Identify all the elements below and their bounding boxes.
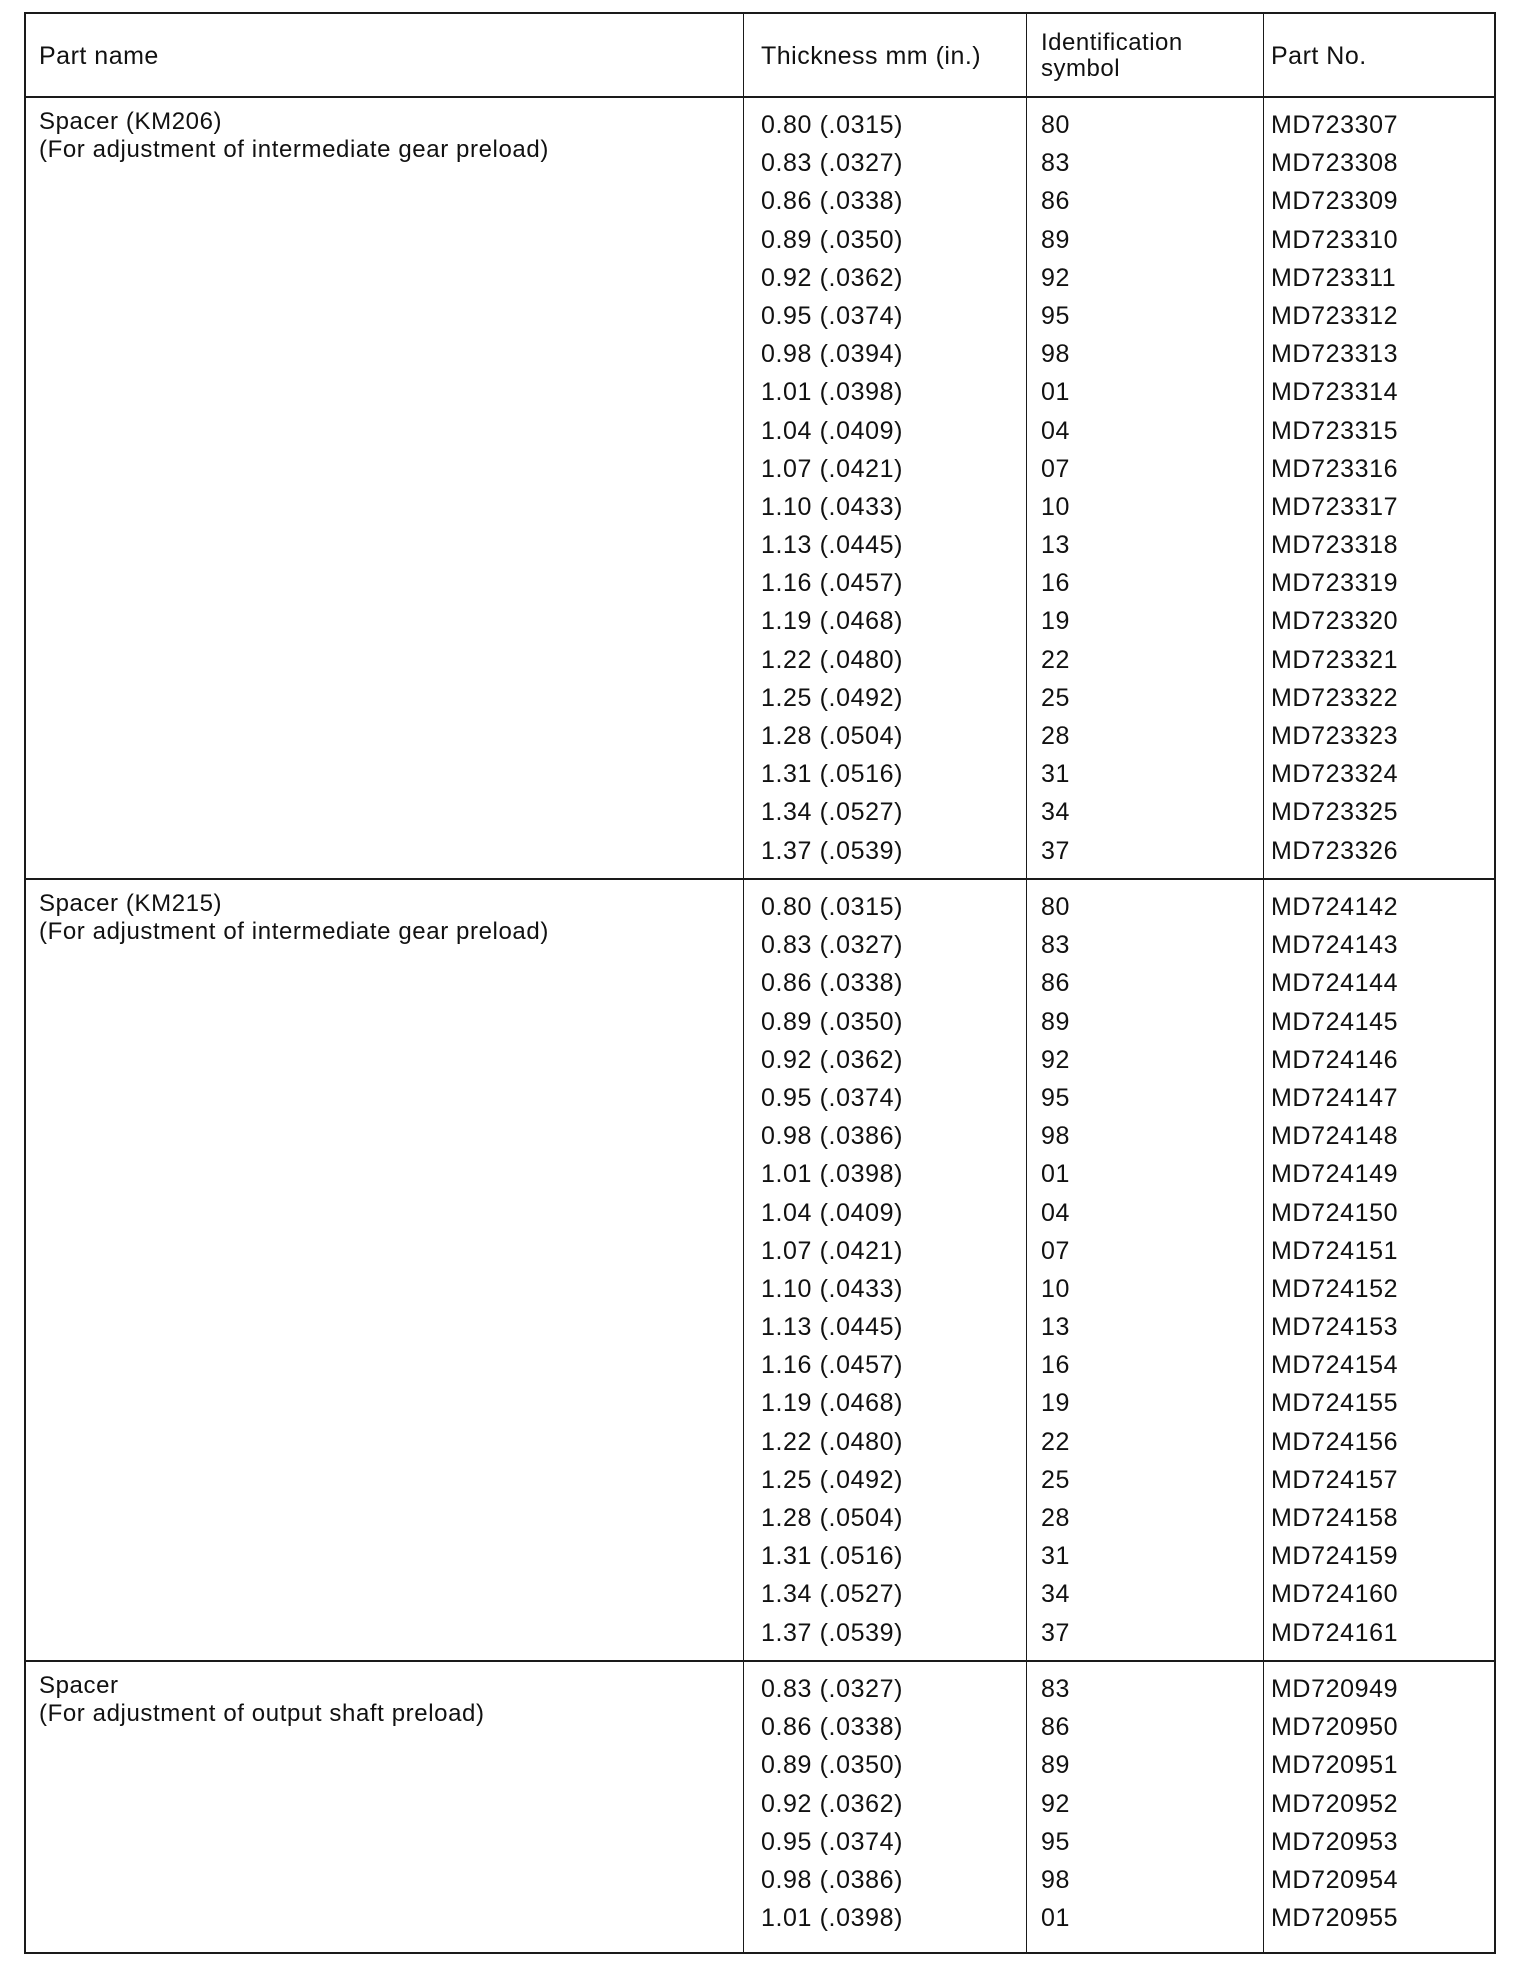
thickness-cell: 0.98 (.0386) xyxy=(761,1122,904,1151)
thickness-cell: 0.95 (.0374) xyxy=(761,1827,904,1856)
part-name-purpose: (For adjustment of intermediate gear preload) xyxy=(39,136,549,163)
part-number-cell: MD723311 xyxy=(1271,263,1397,292)
part-name-title: Spacer (KM215) xyxy=(39,890,223,917)
table-row xyxy=(26,106,1494,144)
part-number-cell: MD723320 xyxy=(1271,607,1399,636)
part-number-cell: MD723323 xyxy=(1271,722,1399,750)
part-number-cell: MD724142 xyxy=(1271,893,1399,921)
table-row xyxy=(26,832,1494,870)
part-number-cell: MD723312 xyxy=(1271,301,1399,330)
part-number-cell: MD724159 xyxy=(1271,1542,1399,1571)
table-row xyxy=(26,526,1494,564)
part-number-cell: MD723314 xyxy=(1271,378,1399,407)
table-row xyxy=(26,1614,1494,1652)
table-row xyxy=(26,564,1494,602)
part-number-cell: MD724156 xyxy=(1271,1427,1399,1456)
thickness-cell: 1.16 (.0457) xyxy=(761,569,904,598)
identification-symbol-cell: 98 xyxy=(1041,340,1071,369)
thickness-cell: 1.31 (.0516) xyxy=(761,760,904,789)
table-row xyxy=(26,755,1494,793)
group-rows xyxy=(26,106,1494,870)
group-spacer-km215 xyxy=(26,880,1494,1662)
identification-symbol-cell: 01 xyxy=(1041,1160,1071,1189)
part-number-cell: MD723316 xyxy=(1271,454,1399,483)
table-row xyxy=(26,1270,1494,1308)
identification-symbol-cell: 07 xyxy=(1041,454,1071,483)
part-number-cell: MD723309 xyxy=(1271,187,1399,216)
thickness-cell: 1.28 (.0504) xyxy=(761,722,904,750)
thickness-cell: 0.95 (.0374) xyxy=(761,301,904,330)
identification-symbol-cell: 34 xyxy=(1041,1580,1071,1609)
thickness-cell: 1.10 (.0433) xyxy=(761,1274,904,1303)
table-row xyxy=(26,926,1494,964)
table-row xyxy=(26,1194,1494,1232)
identification-symbol-cell: 89 xyxy=(1041,1751,1071,1780)
table-row xyxy=(26,1461,1494,1499)
thickness-cell: 1.37 (.0539) xyxy=(761,836,904,865)
thickness-cell: 1.25 (.0492) xyxy=(761,683,904,712)
table-row xyxy=(26,1861,1494,1899)
part-number-cell: MD724161 xyxy=(1271,1618,1399,1647)
table-row xyxy=(26,1308,1494,1346)
part-number-cell: MD720950 xyxy=(1271,1713,1399,1742)
part-number-cell: MD724149 xyxy=(1271,1160,1399,1189)
thickness-cell: 1.07 (.0421) xyxy=(761,1236,904,1265)
table-row xyxy=(26,641,1494,679)
thickness-cell: 1.34 (.0527) xyxy=(761,798,904,827)
identification-symbol-cell: 80 xyxy=(1041,893,1071,921)
part-name-purpose: (For adjustment of intermediate gear preload) xyxy=(39,918,549,945)
table-row xyxy=(26,450,1494,488)
thickness-cell: 0.89 (.0350) xyxy=(761,1007,904,1036)
spacer-table xyxy=(24,12,1496,1954)
thickness-cell: 0.80 (.0315) xyxy=(761,893,904,921)
table-row xyxy=(26,297,1494,335)
table-row xyxy=(26,1537,1494,1575)
part-name-title: Spacer (KM206) xyxy=(39,108,223,135)
table-row xyxy=(26,1823,1494,1861)
identification-symbol-cell: 83 xyxy=(1041,931,1071,960)
thickness-cell: 0.83 (.0327) xyxy=(761,1675,904,1703)
thickness-cell: 0.92 (.0362) xyxy=(761,263,904,292)
part-number-cell: MD723308 xyxy=(1271,149,1399,178)
part-number-cell: MD724158 xyxy=(1271,1504,1399,1532)
identification-symbol-cell: 86 xyxy=(1041,187,1071,216)
identification-symbol-cell: 10 xyxy=(1041,1274,1071,1303)
thickness-cell: 0.83 (.0327) xyxy=(761,149,904,178)
identification-symbol-cell: 04 xyxy=(1041,1198,1071,1227)
table-row xyxy=(26,1575,1494,1613)
table-header xyxy=(26,14,1494,98)
table-row xyxy=(26,335,1494,373)
identification-symbol-cell: 22 xyxy=(1041,1427,1071,1456)
identification-symbol-cell: 16 xyxy=(1041,1351,1071,1380)
table-row xyxy=(26,679,1494,717)
part-number-cell: MD723319 xyxy=(1271,569,1399,598)
table-row xyxy=(26,488,1494,526)
thickness-cell: 1.01 (.0398) xyxy=(761,1904,904,1933)
table-row xyxy=(26,1746,1494,1784)
identification-symbol-cell: 13 xyxy=(1041,531,1071,560)
part-number-cell: MD723307 xyxy=(1271,111,1399,139)
part-number-cell: MD724160 xyxy=(1271,1580,1399,1609)
identification-symbol-cell: 34 xyxy=(1041,798,1071,827)
part-number-cell: MD724146 xyxy=(1271,1045,1399,1074)
group-rows xyxy=(26,888,1494,1652)
table-row xyxy=(26,259,1494,297)
identification-symbol-cell: 98 xyxy=(1041,1865,1071,1894)
group-spacer-output-shaft xyxy=(26,1662,1494,1951)
header-thickness: Thickness mm (in.) xyxy=(761,41,982,70)
identification-symbol-cell: 25 xyxy=(1041,683,1071,712)
table-row xyxy=(26,1899,1494,1937)
table-row xyxy=(26,964,1494,1002)
thickness-cell: 1.07 (.0421) xyxy=(761,454,904,483)
group-spacer-km206 xyxy=(26,98,1494,880)
identification-symbol-cell: 80 xyxy=(1041,111,1071,139)
table-row xyxy=(26,1117,1494,1155)
thickness-cell: 0.92 (.0362) xyxy=(761,1045,904,1074)
table-row xyxy=(26,412,1494,450)
table-row xyxy=(26,717,1494,755)
part-number-cell: MD723310 xyxy=(1271,225,1399,254)
table-row xyxy=(26,888,1494,926)
thickness-cell: 1.01 (.0398) xyxy=(761,1160,904,1189)
identification-symbol-cell: 04 xyxy=(1041,416,1071,445)
identification-symbol-cell: 16 xyxy=(1041,569,1071,598)
thickness-cell: 0.89 (.0350) xyxy=(761,225,904,254)
thickness-cell: 0.89 (.0350) xyxy=(761,1751,904,1780)
part-number-cell: MD723322 xyxy=(1271,683,1399,712)
part-number-cell: MD724150 xyxy=(1271,1198,1399,1227)
table-row xyxy=(26,1232,1494,1270)
part-name-purpose: (For adjustment of output shaft preload) xyxy=(39,1700,485,1727)
identification-symbol-cell: 28 xyxy=(1041,722,1071,750)
identification-symbol-cell: 31 xyxy=(1041,760,1071,789)
identification-symbol-cell: 19 xyxy=(1041,607,1071,636)
thickness-cell: 1.22 (.0480) xyxy=(761,645,904,674)
header-part-no: Part No. xyxy=(1271,41,1367,70)
thickness-cell: 1.19 (.0468) xyxy=(761,607,904,636)
part-number-cell: MD720952 xyxy=(1271,1789,1399,1818)
part-number-cell: MD724144 xyxy=(1271,969,1399,998)
identification-symbol-cell: 92 xyxy=(1041,1045,1071,1074)
table-row xyxy=(26,373,1494,411)
header-identification-line1: Identification xyxy=(1041,29,1183,56)
table-row xyxy=(26,144,1494,182)
identification-symbol-cell: 86 xyxy=(1041,1713,1071,1742)
part-number-cell: MD724152 xyxy=(1271,1274,1399,1303)
part-number-cell: MD723315 xyxy=(1271,416,1399,445)
header-part-name: Part name xyxy=(39,41,159,70)
identification-symbol-cell: 31 xyxy=(1041,1542,1071,1571)
thickness-cell: 1.10 (.0433) xyxy=(761,492,904,521)
header-identification-symbol xyxy=(1041,14,1183,98)
identification-symbol-cell: 01 xyxy=(1041,1904,1071,1933)
part-number-cell: MD724145 xyxy=(1271,1007,1399,1036)
identification-symbol-cell: 83 xyxy=(1041,149,1071,178)
table-row xyxy=(26,1708,1494,1746)
table-row xyxy=(26,1003,1494,1041)
identification-symbol-cell: 10 xyxy=(1041,492,1071,521)
identification-symbol-cell: 92 xyxy=(1041,263,1071,292)
identification-symbol-cell: 13 xyxy=(1041,1313,1071,1342)
thickness-cell: 1.13 (.0445) xyxy=(761,531,904,560)
table-row xyxy=(26,793,1494,831)
thickness-cell: 0.98 (.0386) xyxy=(761,1865,904,1894)
part-number-cell: MD724143 xyxy=(1271,931,1399,960)
thickness-cell: 1.04 (.0409) xyxy=(761,416,904,445)
identification-symbol-cell: 37 xyxy=(1041,1618,1071,1647)
thickness-cell: 1.13 (.0445) xyxy=(761,1313,904,1342)
table-row xyxy=(26,1041,1494,1079)
thickness-cell: 1.25 (.0492) xyxy=(761,1465,904,1494)
thickness-cell: 0.86 (.0338) xyxy=(761,969,904,998)
part-number-cell: MD720951 xyxy=(1271,1751,1399,1780)
thickness-cell: 1.04 (.0409) xyxy=(761,1198,904,1227)
identification-symbol-cell: 07 xyxy=(1041,1236,1071,1265)
header-identification-line2: symbol xyxy=(1041,55,1121,82)
identification-symbol-cell: 22 xyxy=(1041,645,1071,674)
identification-symbol-cell: 95 xyxy=(1041,1827,1071,1856)
part-number-cell: MD723321 xyxy=(1271,645,1399,674)
identification-symbol-cell: 83 xyxy=(1041,1675,1071,1703)
table-row xyxy=(26,221,1494,259)
part-name-title: Spacer xyxy=(39,1672,119,1699)
identification-symbol-cell: 19 xyxy=(1041,1389,1071,1418)
part-number-cell: MD724153 xyxy=(1271,1313,1399,1342)
table-row xyxy=(26,1155,1494,1193)
identification-symbol-cell: 95 xyxy=(1041,1083,1071,1112)
table-row xyxy=(26,1423,1494,1461)
thickness-cell: 0.86 (.0338) xyxy=(761,1713,904,1742)
part-number-cell: MD723325 xyxy=(1271,798,1399,827)
part-number-cell: MD720955 xyxy=(1271,1904,1399,1933)
thickness-cell: 0.98 (.0394) xyxy=(761,340,904,369)
thickness-cell: 1.34 (.0527) xyxy=(761,1580,904,1609)
identification-symbol-cell: 98 xyxy=(1041,1122,1071,1151)
identification-symbol-cell: 37 xyxy=(1041,836,1071,865)
thickness-cell: 1.22 (.0480) xyxy=(761,1427,904,1456)
identification-symbol-cell: 89 xyxy=(1041,225,1071,254)
table-row xyxy=(26,1079,1494,1117)
table-row xyxy=(26,1670,1494,1708)
table-row xyxy=(26,602,1494,640)
part-number-cell: MD723318 xyxy=(1271,531,1399,560)
part-number-cell: MD724148 xyxy=(1271,1122,1399,1151)
part-number-cell: MD723313 xyxy=(1271,340,1399,369)
identification-symbol-cell: 95 xyxy=(1041,301,1071,330)
thickness-cell: 1.01 (.0398) xyxy=(761,378,904,407)
part-number-cell: MD723326 xyxy=(1271,836,1399,865)
table-row xyxy=(26,1384,1494,1422)
identification-symbol-cell: 01 xyxy=(1041,378,1071,407)
part-number-cell: MD720949 xyxy=(1271,1675,1399,1703)
part-number-cell: MD720954 xyxy=(1271,1865,1399,1894)
thickness-cell: 1.28 (.0504) xyxy=(761,1504,904,1532)
part-number-cell: MD723317 xyxy=(1271,492,1399,521)
thickness-cell: 1.16 (.0457) xyxy=(761,1351,904,1380)
table-row xyxy=(26,1785,1494,1823)
part-number-cell: MD720953 xyxy=(1271,1827,1399,1856)
thickness-cell: 1.31 (.0516) xyxy=(761,1542,904,1571)
thickness-cell: 1.19 (.0468) xyxy=(761,1389,904,1418)
thickness-cell: 0.92 (.0362) xyxy=(761,1789,904,1818)
table-row xyxy=(26,1346,1494,1384)
identification-symbol-cell: 86 xyxy=(1041,969,1071,998)
part-number-cell: MD724155 xyxy=(1271,1389,1399,1418)
identification-symbol-cell: 89 xyxy=(1041,1007,1071,1036)
thickness-cell: 0.80 (.0315) xyxy=(761,111,904,139)
part-number-cell: MD724147 xyxy=(1271,1083,1399,1112)
table-row xyxy=(26,1499,1494,1537)
part-number-cell: MD724154 xyxy=(1271,1351,1399,1380)
identification-symbol-cell: 28 xyxy=(1041,1504,1071,1532)
thickness-cell: 0.95 (.0374) xyxy=(761,1083,904,1112)
part-number-cell: MD724157 xyxy=(1271,1465,1399,1494)
part-number-cell: MD723324 xyxy=(1271,760,1399,789)
thickness-cell: 0.83 (.0327) xyxy=(761,931,904,960)
thickness-cell: 1.37 (.0539) xyxy=(761,1618,904,1647)
table-row xyxy=(26,182,1494,220)
identification-symbol-cell: 25 xyxy=(1041,1465,1071,1494)
part-number-cell: MD724151 xyxy=(1271,1236,1399,1265)
group-rows xyxy=(26,1670,1494,1937)
thickness-cell: 0.86 (.0338) xyxy=(761,187,904,216)
identification-symbol-cell: 92 xyxy=(1041,1789,1071,1818)
